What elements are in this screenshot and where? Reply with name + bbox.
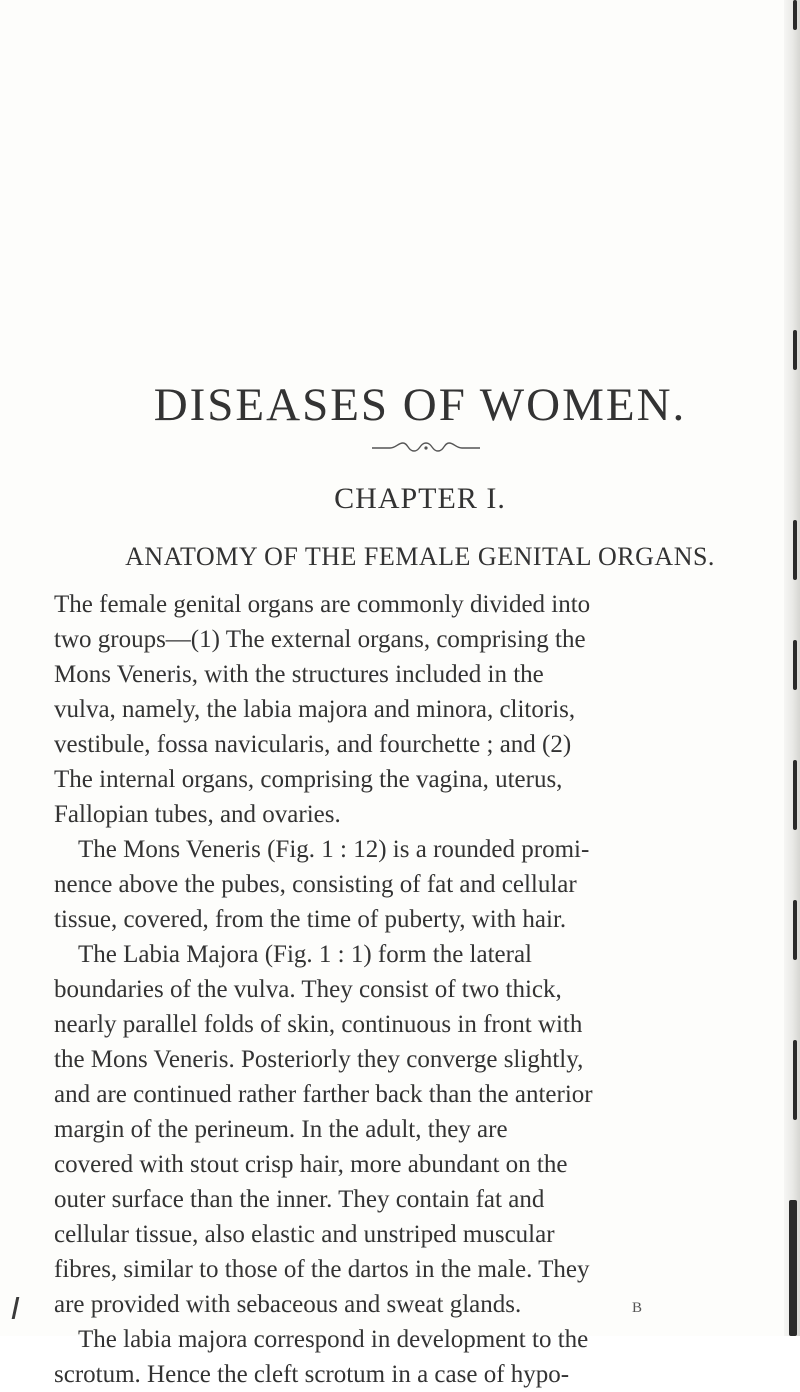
text-line: scrotum. Hence the cleft scrotum in a case of hypo- [54,1361,570,1388]
edge-tick [793,0,797,30]
edge-tick [793,760,797,830]
ornament-divider [370,440,482,454]
text-line: Fallopian tubes, and ovaries. [54,801,341,828]
text-line: margin of the perineum. In the adult, they are [54,1116,508,1143]
body-text [54,587,774,1392]
text-line: two groups—(1) The external organs, comprising the [54,626,586,653]
text-line: outer surface than the inner. They contain fat and [54,1186,545,1213]
text-line: The Labia Majora (Fig. 1 : 1) form the lateral [78,941,533,968]
edge-tick [793,1040,797,1120]
text-line: The Mons Veneris (Fig. 1 : 12) is a rounded promi- [78,836,590,863]
scan-mark [12,1297,20,1319]
chapter-subtitle: ANATOMY OF THE FEMALE GENITAL ORGANS. [125,542,715,571]
page-signature: B [632,1300,643,1316]
text-line: vestibule, fossa navicularis, and fourchette ; and (2) [54,731,572,758]
text-line: vulva, namely, the labia majora and minora, clitoris, [54,696,576,723]
text-line: cellular tissue, also elastic and unstriped muscular [54,1221,555,1248]
text-line: covered with stout crisp hair, more abundant on the [54,1151,568,1178]
book-title: DISEASES OF WOMEN. [153,379,687,431]
text-line: and are continued rather farther back than the anterior [54,1081,593,1108]
text-line: nearly parallel folds of skin, continuous in front with [54,1011,583,1038]
edge-tick [793,520,797,580]
text-line: are provided with sebaceous and sweat glands. [54,1291,522,1318]
text-line: fibres, similar to those of the dartos in the male. They [54,1256,590,1283]
text-line: Mons Veneris, with the structures included in the [54,661,544,688]
edge-tick [793,330,797,370]
text-line: The labia majora correspond in development to the [78,1326,589,1353]
edge-tick [793,900,797,960]
text-line: boundaries of the vulva. They consist of two thick, [54,976,562,1003]
edge-tick [789,1200,797,1336]
text-line: nence above the pubes, consisting of fat and cellular [54,871,577,898]
page-edge [784,0,800,1336]
text-line: the Mons Veneris. Posteriorly they converge slightly, [54,1046,584,1073]
text-line: tissue, covered, from the time of puberty, with hair. [54,906,567,933]
chapter-label: CHAPTER I. [334,482,506,515]
edge-tick [793,640,797,690]
text-line: The female genital organs are commonly divided into [54,591,591,618]
text-line: The internal organs, comprising the vagina, uterus, [54,766,563,793]
